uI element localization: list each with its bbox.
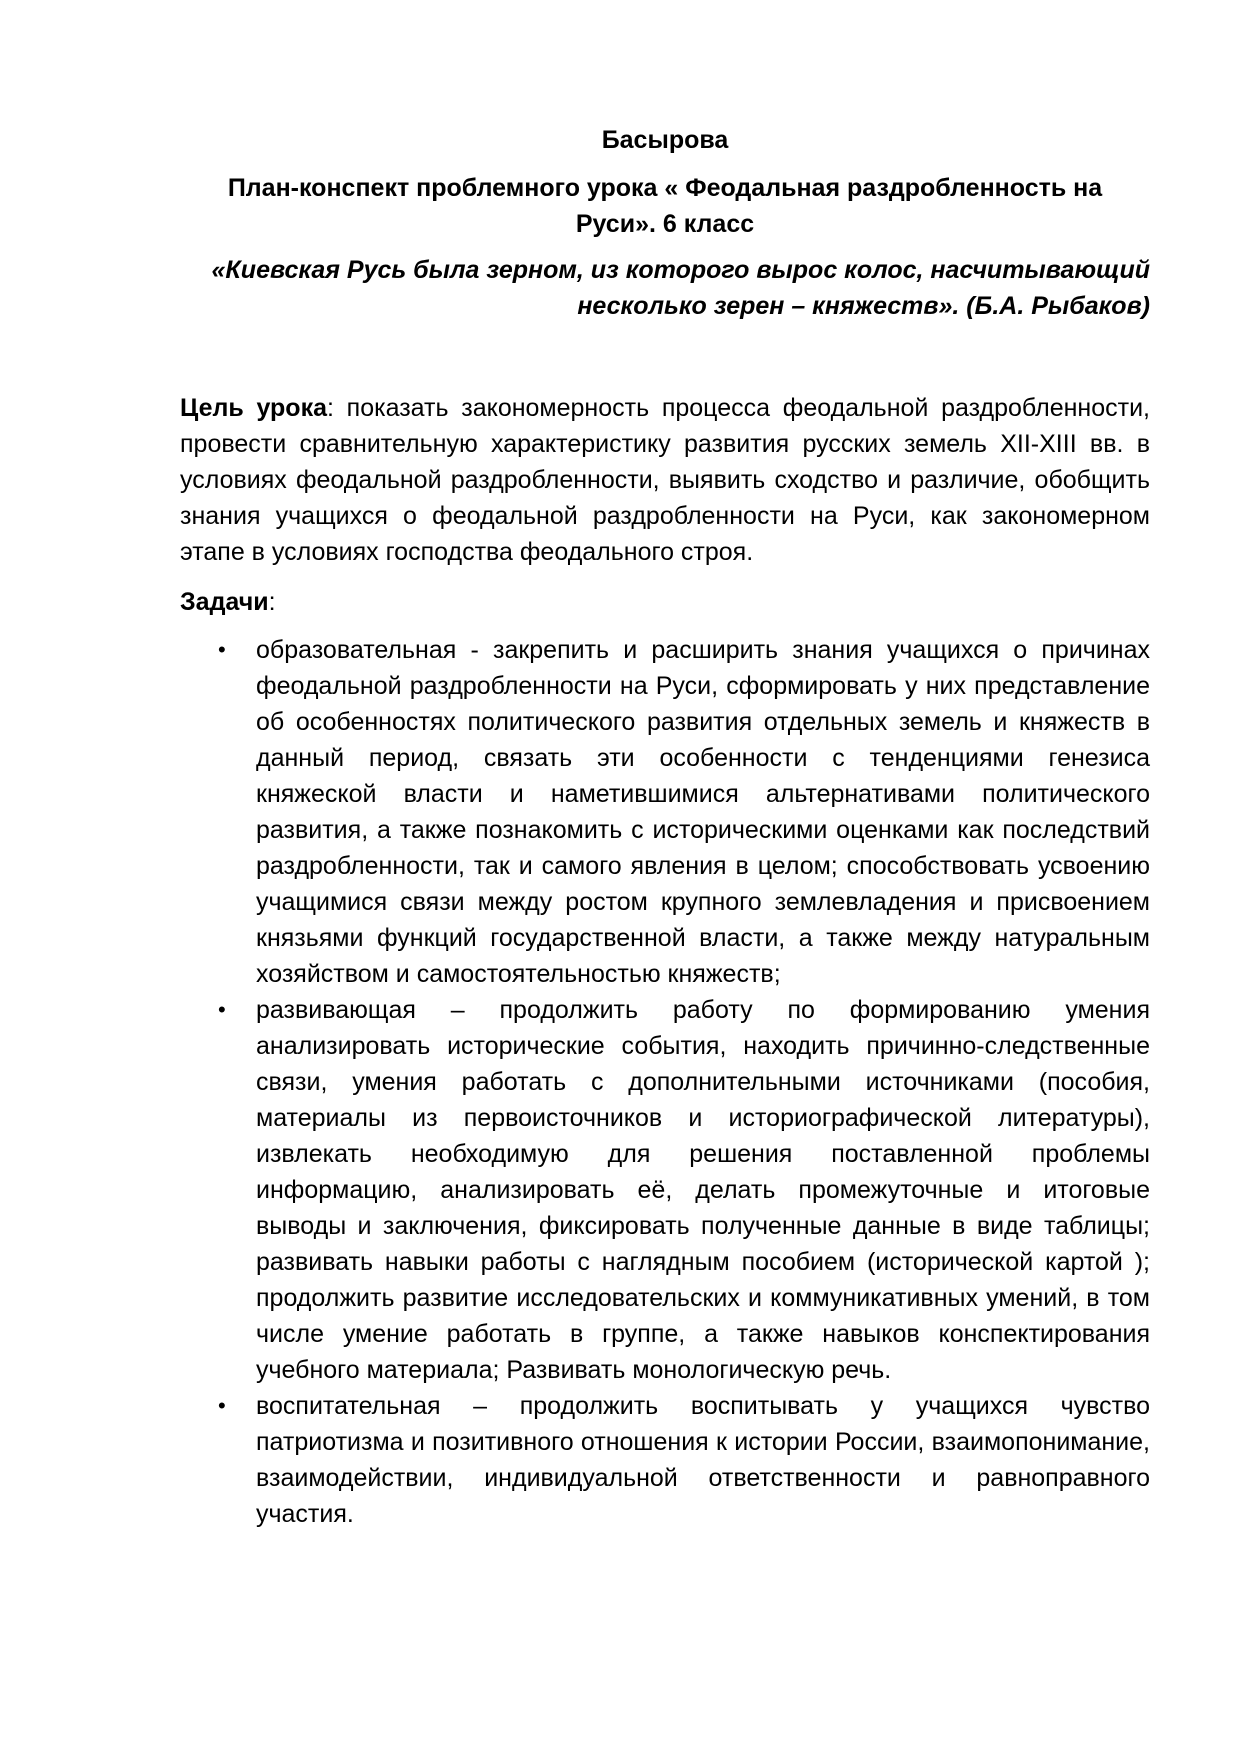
tasks-heading xyxy=(180,584,1150,620)
list-item xyxy=(180,992,1150,1388)
author-name: Басырова xyxy=(601,126,729,154)
list-item xyxy=(180,632,1150,992)
tasks-label: Задачи xyxy=(180,588,269,616)
tasks-label-colon: : xyxy=(268,588,276,616)
task-educational: образовательная - закрепить и расширить знания учащихся о причинах феодальной раздробленности на Руси, сформировать у них представление об особенностях политического развития отдельных земель и княжеств в данный период, связать эти особенности с тенденциями генезиса княжеской власти и наметившимися альтернативами политического развития, а также познакомить с историческими оценками как последствий раздробленности, так и самого явления в целом; способствовать усвоению учащимися связи между ростом крупного землевладения и присвоением князьями функций государственной власти, а также между натуральным хозяйством и самостоятельностью княжеств; xyxy=(256,636,1150,988)
lesson-title: План-конспект проблемного урока « Феодальная раздробленность на Руси». 6 класс xyxy=(227,174,1103,238)
lesson-goal xyxy=(180,390,1150,570)
task-upbringing: воспитательная – продолжить воспитывать у учащихся чувство патриотизма и позитивного отношения к истории России, взаимопонимание, взаимодействии, индивидуальной ответственности и равноправного участия. xyxy=(256,1392,1150,1528)
goal-label: Цель урока xyxy=(180,394,327,422)
tasks-list xyxy=(180,632,1150,1532)
bullet-icon: • xyxy=(218,997,226,1022)
goal-text: : показать закономерность процесса феодальной раздробленности, провести сравнительную характеристику развития русских земель XII-XIII вв. в условиях феодальной раздробленности, выявить сходство и различие, обобщить знания учащихся о феодальной раздробленности на Руси, как закономерном этапе в условиях господства феодального строя. xyxy=(180,394,1150,566)
document-page xyxy=(180,120,1150,1532)
epigraph-quote: «Киевская Русь была зерном, из которого вырос колос, насчитывающий несколько зерен – княжеств». (Б.А. Рыбаков) xyxy=(211,256,1150,320)
list-item xyxy=(180,1388,1150,1532)
bullet-icon: • xyxy=(218,1393,226,1418)
task-developmental: развивающая – продолжить работу по формированию умения анализировать исторические события, находить причинно-следственные связи, умения работать с дополнительными источниками (пособия, материалы из первоисточников и историографической литературы), извлекать необходимую для решения поставленной проблемы информацию, анализировать её, делать промежуточные и итоговые выводы и заключения, фиксировать полученные данные в виде таблицы; развивать навыки работы с наглядным пособием (исторической картой ); продолжить развитие исследовательских и коммуникативных умений, в том числе умение работать в группе, а также навыков конспектирования учебного материала; Развивать монологическую речь. xyxy=(256,996,1150,1384)
bullet-icon: • xyxy=(218,637,226,662)
